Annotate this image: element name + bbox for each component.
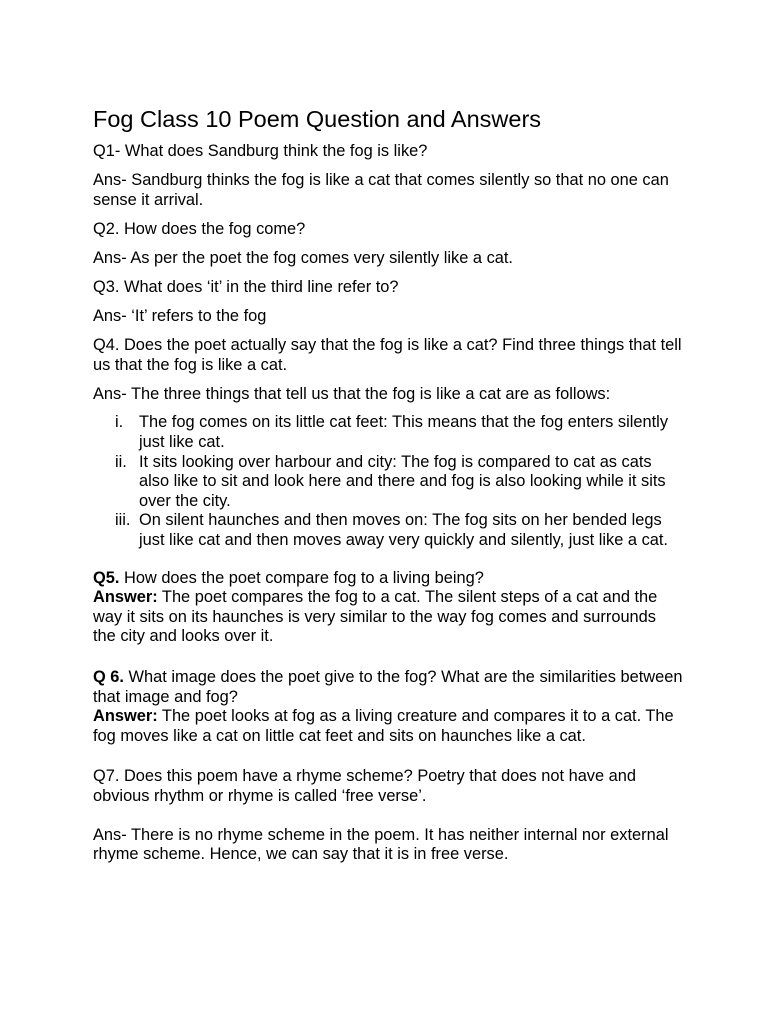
document-page xyxy=(93,104,683,865)
answer-3: Ans- ‘It’ refers to the fog xyxy=(93,307,267,326)
question-7: Q7. Does this poem have a rhyme scheme? Poetry that does not have and obvious rhythm or rhyme is called ‘free verse’. xyxy=(93,767,637,805)
list-item-number: i. xyxy=(115,413,124,432)
list-item xyxy=(93,413,683,452)
question-5-text: How does the poet compare fog to a living being? xyxy=(119,568,484,587)
question-2: Q2. How does the fog come? xyxy=(93,219,306,238)
answer-7: Ans- There is no rhyme scheme in the poem. It has neither internal nor external rhyme scheme. Hence, we can say that it is in free verse. xyxy=(93,825,669,864)
list-item-text: The fog comes on its little cat feet: This means that the fog enters silently just like cat. xyxy=(139,413,669,452)
answer-1: Ans- Sandburg thinks the fog is like a cat that comes silently so that no one can sense it arrival. xyxy=(93,171,669,209)
question-6 xyxy=(93,668,683,707)
list-item-text: On silent haunches and then moves on: The fog sits on her bended legs just like cat and then moves away very quickly and silently, just like a cat. xyxy=(139,511,668,549)
question-6-text: What image does the poet give to the fog? What are the similarities between that image and fog? xyxy=(93,667,683,706)
question-4: Q4. Does the poet actually say that the fog is like a cat? Find three things that tell us that the fog is like a cat. xyxy=(93,336,682,374)
answer-6 xyxy=(93,707,683,746)
question-1: Q1- What does Sandburg think the fog is like? xyxy=(93,142,428,160)
list-item-number: iii. xyxy=(115,511,131,530)
question-3: Q3. What does ‘it’ in the third line refer to? xyxy=(93,277,399,296)
answer-2: Ans- As per the poet the fog comes very silently like a cat. xyxy=(93,248,513,267)
answer-6-text: The poet looks at fog as a living creature and compares it to a cat. The fog moves like a cat on little cat feet and sits on haunches like a cat. xyxy=(93,707,674,745)
list-item xyxy=(93,453,683,512)
answer-4-list xyxy=(93,413,683,550)
answer-4: Ans- The three things that tell us that the fog is like a cat are as follows: xyxy=(93,384,611,403)
list-item xyxy=(93,511,683,550)
question-5 xyxy=(93,569,683,589)
list-item-number: ii. xyxy=(115,452,127,471)
list-item-text: It sits looking over harbour and city: The fog is compared to cat as cats also like to sit and look here and there and fog is also looking while it sits over the city. xyxy=(139,452,666,510)
answer-5-text: The poet compares the fog to a cat. The silent steps of a cat and the way it sits on its haunches is very similar to the way fog comes and surrounds the city and looks over it. xyxy=(93,588,658,646)
answer-5 xyxy=(93,588,683,647)
question-6-label: Q 6. xyxy=(93,667,124,686)
page-title: Fog Class 10 Poem Question and Answers xyxy=(93,106,542,132)
answer-6-label: Answer: xyxy=(93,707,158,726)
question-5-label: Q5. xyxy=(93,568,120,587)
answer-5-label: Answer: xyxy=(93,588,158,607)
